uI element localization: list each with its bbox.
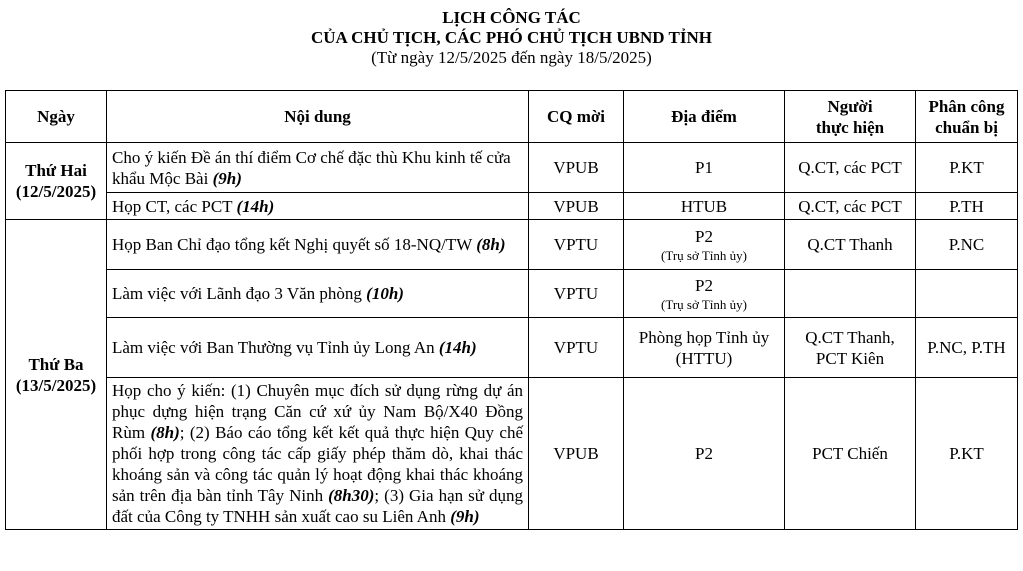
- table-row: [6, 143, 1018, 193]
- col-header-content: Nội dung: [107, 91, 529, 143]
- inviter-cell: VPUB: [529, 143, 624, 193]
- day-name: Thứ Ba: [28, 354, 84, 374]
- inviter-cell: VPTU: [529, 270, 624, 318]
- col-header-prep-line1: Phân công: [928, 96, 1005, 116]
- content-cell: [107, 220, 529, 270]
- inviter-cell: VPTU: [529, 318, 624, 378]
- performer-cell: Q.CT Thanh: [785, 220, 916, 270]
- table-row: [6, 378, 1018, 530]
- inviter-cell: VPUB: [529, 378, 624, 530]
- content-text: Họp CT, các PCT: [112, 196, 237, 216]
- day-cell-monday: [6, 143, 107, 220]
- location-cell: P2: [624, 378, 785, 530]
- location-cell: HTUB: [624, 193, 785, 220]
- performer-cell: [785, 270, 916, 318]
- content-text: ; (2) Báo cáo tổng kết kết quả thực hiện Quy chế phối hợp trong công tác cấp giấy phép thăm dò, khai thác khoáng sản và công tác quản lý hoạt động khai thác khoáng sản trên địa bàn tỉnh Tây Ninh: [112, 423, 524, 505]
- table-header-row: [6, 91, 1018, 143]
- col-header-performer: [785, 91, 916, 143]
- content-text: ; (3) Gia hạn sử dụng đất của Công ty TNHH sản xuất cao su Liên Anh: [112, 486, 523, 526]
- content-cell: [107, 378, 529, 530]
- document-title: LỊCH CÔNG TÁC: [442, 8, 581, 27]
- date-range: (Từ ngày 12/5/2025 đến ngày 18/5/2025): [371, 48, 652, 67]
- content-time: (8h30): [328, 486, 375, 505]
- prep-cell: P.NC: [916, 220, 1018, 270]
- content-time: (8h): [150, 423, 180, 442]
- col-header-prep: [916, 91, 1018, 143]
- table-row: [6, 193, 1018, 220]
- location-name: P2: [695, 226, 713, 246]
- performer-cell: [785, 318, 916, 378]
- location-cell: [624, 318, 785, 378]
- col-header-prep-line2: chuẩn bị: [935, 117, 998, 137]
- performer-line1: Q.CT Thanh,: [805, 327, 895, 347]
- prep-cell: P.TH: [916, 193, 1018, 220]
- performer-cell: Q.CT, các PCT: [785, 143, 916, 193]
- col-header-location: Địa điểm: [624, 91, 785, 143]
- location-cell: P1: [624, 143, 785, 193]
- document-subtitle: CỦA CHỦ TỊCH, CÁC PHÓ CHỦ TỊCH UBND TỈNH: [311, 28, 712, 47]
- prep-cell: P.NC, P.TH: [916, 318, 1018, 378]
- content-time: (10h): [366, 284, 404, 303]
- content-cell: [107, 143, 529, 193]
- content-text: Họp Ban Chỉ đạo tổng kết Nghị quyết số 18-NQ/TW: [112, 235, 477, 254]
- location-name: P2: [695, 275, 713, 295]
- document-header: [0, 8, 1023, 68]
- content-time: (14h): [236, 196, 275, 216]
- content-text: Làm việc với Lãnh đạo 3 Văn phòng: [112, 284, 367, 303]
- prep-cell: P.KT: [916, 143, 1018, 193]
- prep-cell: [916, 270, 1018, 318]
- inviter-cell: VPTU: [529, 220, 624, 270]
- table-row: [6, 270, 1018, 318]
- table-row: [6, 220, 1018, 270]
- col-header-performer-line2: thực hiện: [815, 117, 885, 137]
- performer-cell: PCT Chiến: [785, 378, 916, 530]
- prep-cell: P.KT: [916, 378, 1018, 530]
- table-row: [6, 318, 1018, 378]
- content-cell: [107, 318, 529, 378]
- inviter-cell: VPUB: [529, 193, 624, 220]
- content-time: (8h): [476, 235, 506, 254]
- location-cell: [624, 270, 785, 318]
- day-date: (12/5/2025): [15, 182, 97, 201]
- schedule-table: [5, 90, 1018, 530]
- col-header-day: Ngày: [6, 91, 107, 143]
- day-cell-tuesday: [6, 220, 107, 530]
- location-note: (Trụ sở Tỉnh ủy): [661, 296, 747, 312]
- col-header-performer-line1: Người: [827, 96, 873, 116]
- day-name: Thứ Hai: [25, 161, 87, 180]
- location-cell: [624, 220, 785, 270]
- content-time: (9h): [212, 168, 242, 188]
- col-header-inviter: CQ mời: [529, 91, 624, 143]
- content-cell: [107, 270, 529, 318]
- content-text: Cho ý kiến Đề án thí điểm Cơ chế đặc thù Khu kinh tế cửa khẩu Mộc Bài: [112, 147, 511, 188]
- content-time: (14h): [438, 338, 477, 357]
- location-note: (HTTU): [675, 348, 733, 368]
- day-date: (13/5/2025): [15, 375, 97, 395]
- location-note: (Trụ sở Tỉnh ủy): [661, 247, 747, 263]
- content-cell: [107, 193, 529, 220]
- performer-line2: PCT Kiên: [815, 348, 885, 368]
- performer-cell: Q.CT, các PCT: [785, 193, 916, 220]
- content-text: Làm việc với Ban Thường vụ Tỉnh ủy Long An: [112, 338, 439, 357]
- content-text: Họp cho ý kiến: (1) Chuyên mục đích sử dụng rừng dự án phục dựng hiện trạng Căn cứ xứ ủy Nam Bộ/X40 Đồng Rùm: [112, 381, 523, 442]
- location-name: Phòng họp Tỉnh ủy: [638, 327, 770, 347]
- content-time: (9h): [450, 507, 480, 526]
